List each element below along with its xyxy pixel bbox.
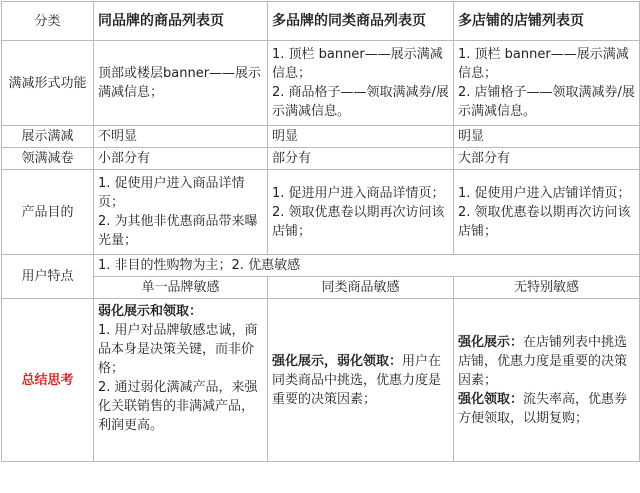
summary-title-multi-store-2: 强化领取：	[458, 391, 524, 407]
cell-product-goal-same-brand	[94, 170, 268, 255]
cell-claim-coupon-same-brand: 小部分有	[94, 148, 268, 170]
list-item: 1. 促进用户进入商品详情页；	[272, 185, 445, 201]
row-user-traits-split	[2, 277, 640, 299]
cell-user-traits-multi-store: 无特别敏感	[454, 277, 640, 299]
header-row	[2, 2, 640, 41]
row-show-discount	[2, 126, 640, 148]
row-discount-form	[2, 41, 640, 126]
cell-claim-coupon-multi-store: 大部分有	[454, 148, 640, 170]
list-item: 2. 通过弱化满减产品，来强化关联销售的非满减产品，利润更高。	[98, 380, 258, 433]
list-item: 1. 促使用户进入店铺详情页；	[458, 185, 631, 201]
summary-text-multi-store-1: 在店铺列表中挑选店铺，优惠力度是重要的决策因素；	[458, 334, 628, 388]
row-label-summary: 总结思考	[2, 299, 94, 462]
cell-discount-form-multi-brand	[268, 41, 454, 126]
row-label-user-traits: 用户特点	[2, 255, 94, 299]
row-label-product-goal: 产品目的	[2, 170, 94, 255]
row-summary	[2, 299, 640, 462]
cell-discount-form-multi-store	[454, 41, 640, 126]
row-label-discount-form: 满减形式功能	[2, 41, 94, 126]
summary-text-multi-store-2: 流失率高，优惠券方便领取，以期复购；	[458, 391, 628, 426]
header-multi-brand: 多品牌的同类商品列表页	[268, 2, 454, 41]
cell-show-discount-multi-brand: 明显	[268, 126, 454, 148]
header-multi-store: 多店铺的店铺列表页	[454, 2, 640, 41]
summary-title-multi-store-1: 强化展示：	[458, 334, 524, 350]
list-item: 1. 促使用户进入商品详情页；	[98, 176, 245, 210]
cell-summary-multi-brand	[268, 299, 454, 462]
cell-claim-coupon-multi-brand: 部分有	[268, 148, 454, 170]
cell-user-traits-multi-brand: 同类商品敏感	[268, 277, 454, 299]
summary-title-same-brand: 弱化展示和领取：	[98, 304, 203, 319]
list-item: 2. 为其他非优惠商品带来曝光量；	[98, 214, 258, 248]
list-item: 1. 顶栏 banner——展示满减信息；	[458, 47, 629, 81]
cell-summary-same-brand	[94, 299, 268, 462]
list-item: 2. 商品格子——领取满减券/展示满减信息。	[272, 85, 449, 119]
summary-title-multi-brand: 强化展示，弱化领取：	[272, 353, 403, 369]
row-label-claim-coupon: 领满减卷	[2, 148, 94, 170]
comparison-table	[1, 1, 640, 462]
cell-product-goal-multi-store	[454, 170, 640, 255]
list-item: 2. 店铺格子——领取满减券/展示满减信息。	[458, 85, 635, 119]
row-claim-coupon	[2, 148, 640, 170]
cell-product-goal-multi-brand	[268, 170, 454, 255]
cell-user-traits-shared: 1. 非目的性购物为主；2. 优惠敏感	[94, 255, 640, 277]
cell-discount-form-same-brand: 顶部或楼层banner——展示满减信息；	[94, 41, 268, 126]
list-item: 2. 领取优惠卷以期再次访问该店铺；	[272, 204, 445, 239]
row-label-show-discount: 展示满减	[2, 126, 94, 148]
cell-show-discount-multi-store: 明显	[454, 126, 640, 148]
row-product-goal	[2, 170, 640, 255]
list-item: 2. 领取优惠卷以期再次访问该店铺；	[458, 204, 631, 239]
summary-text-multi-brand: 用户在同类商品中挑选，优惠力度是重要的决策因素；	[272, 353, 442, 407]
list-item: 1. 顶栏 banner——展示满减信息；	[272, 47, 443, 81]
cell-show-discount-same-brand: 不明显	[94, 126, 268, 148]
list-item: 1. 用户对品牌敏感忠诚，商品本身是决策关键，而非价格；	[98, 323, 258, 376]
row-user-traits-shared	[2, 255, 640, 277]
cell-user-traits-same-brand: 单一品牌敏感	[94, 277, 268, 299]
cell-summary-multi-store	[454, 299, 640, 462]
header-category: 分类	[2, 2, 94, 41]
header-same-brand: 同品牌的商品列表页	[94, 2, 268, 41]
